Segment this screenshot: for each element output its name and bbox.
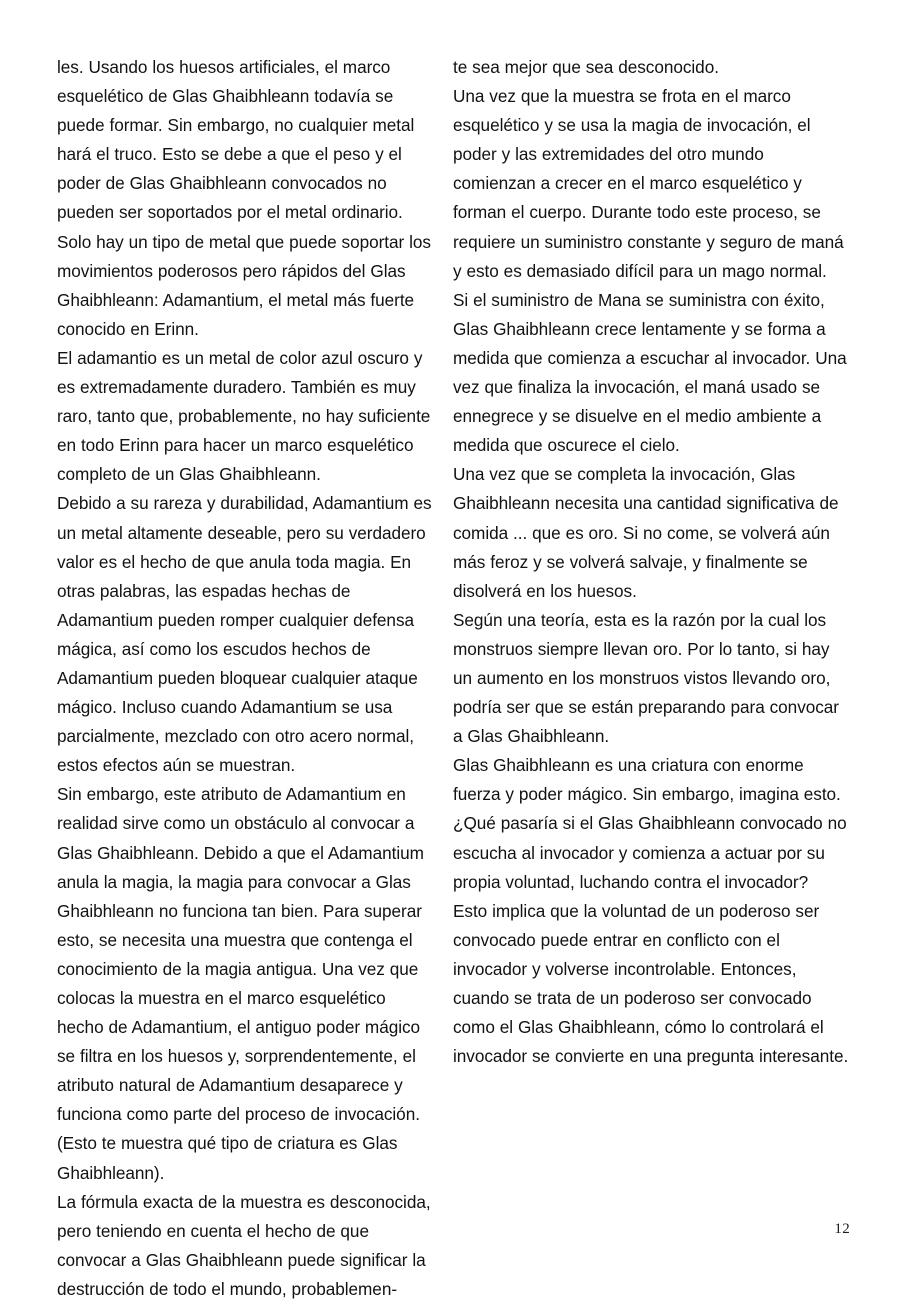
paragraph-huesos-artificiales: les. Usando los huesos artificiales, el marco esquelético de Glas Ghaibhleann todavía se puede formar. Sin embargo, no cualquier metal hará el truco. Esto se debe a que el peso y el poder de Glas Ghaibhleann convocados no pueden ser soportados por el metal ordinario. Solo hay un tipo de metal que puede soportar los movimientos poderosos pero rápidos del Glas Ghaibhleann: Adamantium, el metal más fuerte conocido en Erinn.: [57, 57, 431, 339]
paragraph-formula-exacta: La fórmula exacta de la muestra es desconocida, pero teniendo en cuenta el hecho de que convocar a Glas Ghaibhleann puede significar la destrucción de todo el mundo, probablemen-: [57, 1191, 431, 1299]
paragraph-suministro-de-mana: Si el suministro de Mana se suministra con éxito, Glas Ghaibhleann crece lentamente y se forma a medida que comienza a escuchar al invocador. Una vez que finaliza la invocación, el maná usado se ennegrece y se disuelve en el medio ambiente a medida que oscurece el cielo.: [453, 289, 847, 456]
paragraph-completa-la-invocacion: Una vez que se completa la invocación, Glas Ghaibhleann necesita una cantidad significativa de comida ... que es oro. Si no come, se volverá aún más feroz y se volverá salvaje, y finalmente se disolverá en los huesos.: [453, 464, 839, 601]
paragraph-criatura-con-enorme-fuerza: Glas Ghaibhleann es una criatura con enorme fuerza y poder mágico. Sin embargo, imagina esto. ¿Qué pasaría si el Glas Ghaibhleann convocado no escucha al invocador y comienza a actuar por su propia voluntad, luchando contra el invocador?: [453, 755, 847, 892]
paragraph-rareza-durabilidad: Debido a su rareza y durabilidad, Adamantium es un metal altamente deseable, pero su verdadero valor es el hecho de que anula toda magia. En otras palabras, las espadas hechas de Adamantium pueden romper cualquier defensa mágica, así como los escudos hechos de Adamantium pueden bloquear cualquier ataque mágico. Incluso cuando Adamantium se usa parcialmente, mezclado con otro acero normal, estos efectos aún se muestran.: [57, 493, 432, 776]
page-number: 12: [834, 1221, 850, 1237]
left-column: [57, 53, 433, 1304]
paragraph-adamantio-color-azul: El adamantio es un metal de color azul oscuro y es extremadamente duradero. También es muy raro, tanto que, probablemente, no hay suficiente en todo Erinn para hacer un marco esquelético completo de un Glas Ghaibhleann.: [57, 347, 431, 485]
paragraph-voluntad-en-conflicto: Esto implica que la voluntad de un poderoso ser convocado puede entrar en conflicto con el invocador y volverse incontrolable. Entonces, cuando se trata de un poderoso ser convocado como el Glas Ghaibhleann, cómo lo controlará el invocador se convierte en una pregunta interesante.: [453, 900, 849, 1067]
paragraph-obstaculo-al-convocar: Sin embargo, este atributo de Adamantium en realidad sirve como un obstáculo al convocar a Glas Ghaibhleann. Debido a que el Adamantium anula la magia, la magia para convocar a Glas Ghaibhleann no funciona tan bien. Para superar esto, se necesita una muestra que contenga el conocimiento de la magia antigua. Una vez que colocas la muestra en el marco esquelético hecho de Adamantium, el antiguo poder mágico se filtra en los huesos y, sorprendentemente, el atributo natural de Adamantium desaparece y funciona como parte del proceso de invocación. (Esto te muestra qué tipo de criatura es Glas Ghaibhleann).: [57, 784, 424, 1183]
paragraph-muestra-se-frota: Una vez que la muestra se frota en el marco esquelético y se usa la magia de invocación, el poder y las extremidades del otro mundo comienzan a crecer en el marco esquelético y forman el cuerpo. Durante todo este proceso, se requiere un suministro constante y seguro de maná y esto es demasiado difícil para un mago normal.: [453, 86, 844, 281]
paragraph-sea-desconocido: te sea mejor que sea desconocido.: [453, 57, 719, 77]
right-column: [453, 53, 850, 1071]
paragraph-segun-una-teoria: Según una teoría, esta es la razón por la cual los monstruos siempre llevan oro. Por lo tanto, si hay un aumento en los monstruos vistos llevando oro, podría ser que se están preparando para convocar a Glas Ghaibhleann.: [453, 609, 839, 747]
